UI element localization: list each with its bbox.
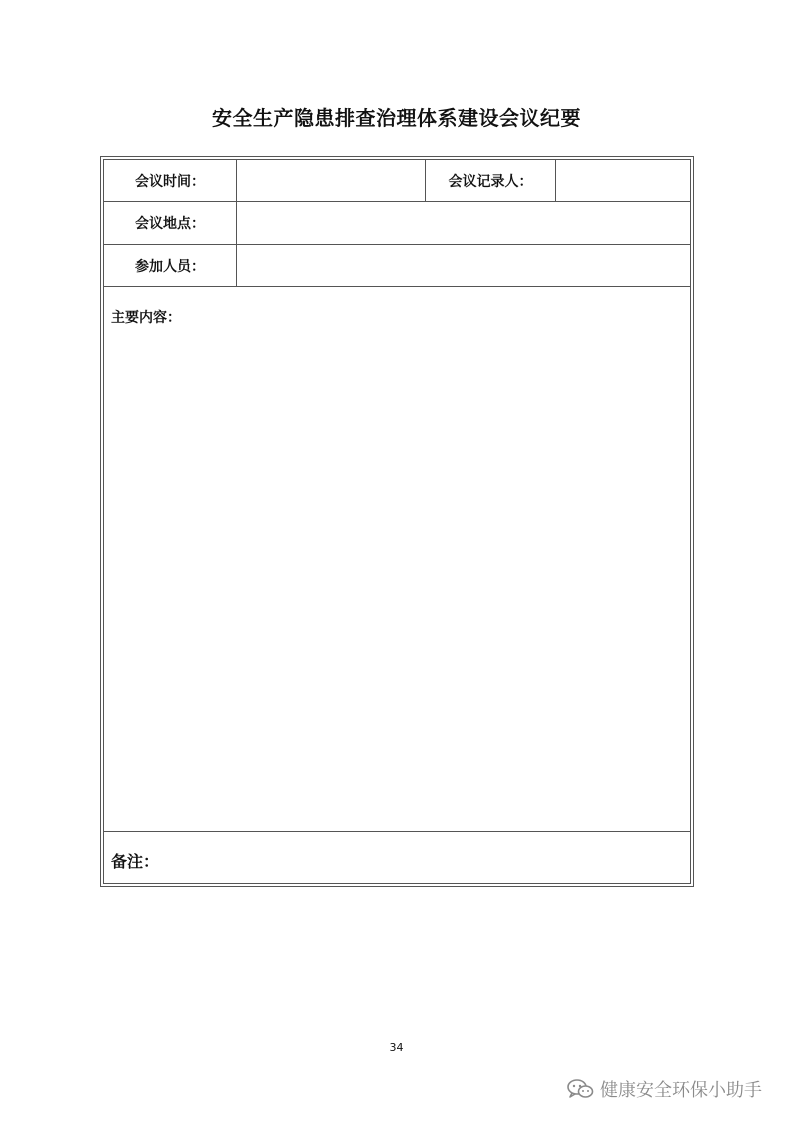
recorder-label: 会议记录人： (426, 160, 556, 201)
remarks-label: 备注： (111, 852, 160, 871)
row-attendees (104, 245, 690, 287)
watermark (566, 1076, 762, 1102)
row-remarks (104, 832, 690, 885)
main-content-field[interactable] (111, 331, 683, 823)
main-content-label: 主要内容： (111, 310, 181, 326)
form-inner-border (103, 159, 691, 884)
attendees-label: 参加人员： (104, 245, 237, 286)
location-label: 会议地点： (104, 202, 237, 244)
remarks-field[interactable] (164, 842, 683, 877)
meeting-time-field[interactable] (237, 160, 426, 201)
meeting-minutes-form (100, 156, 694, 887)
meeting-time-label: 会议时间： (104, 160, 237, 201)
row-meeting-location (104, 202, 690, 245)
row-main-content (104, 287, 690, 832)
document-title: 安全生产隐患排查治理体系建设会议纪要 (212, 106, 581, 130)
row-meeting-time (104, 160, 690, 202)
watermark-text: 健康安全环保小助手 (600, 1080, 762, 1101)
page-number: 34 (389, 1041, 404, 1054)
wechat-icon (566, 1078, 594, 1100)
recorder-field[interactable] (556, 160, 692, 201)
attendees-field[interactable] (237, 245, 692, 286)
location-field[interactable] (237, 202, 692, 244)
